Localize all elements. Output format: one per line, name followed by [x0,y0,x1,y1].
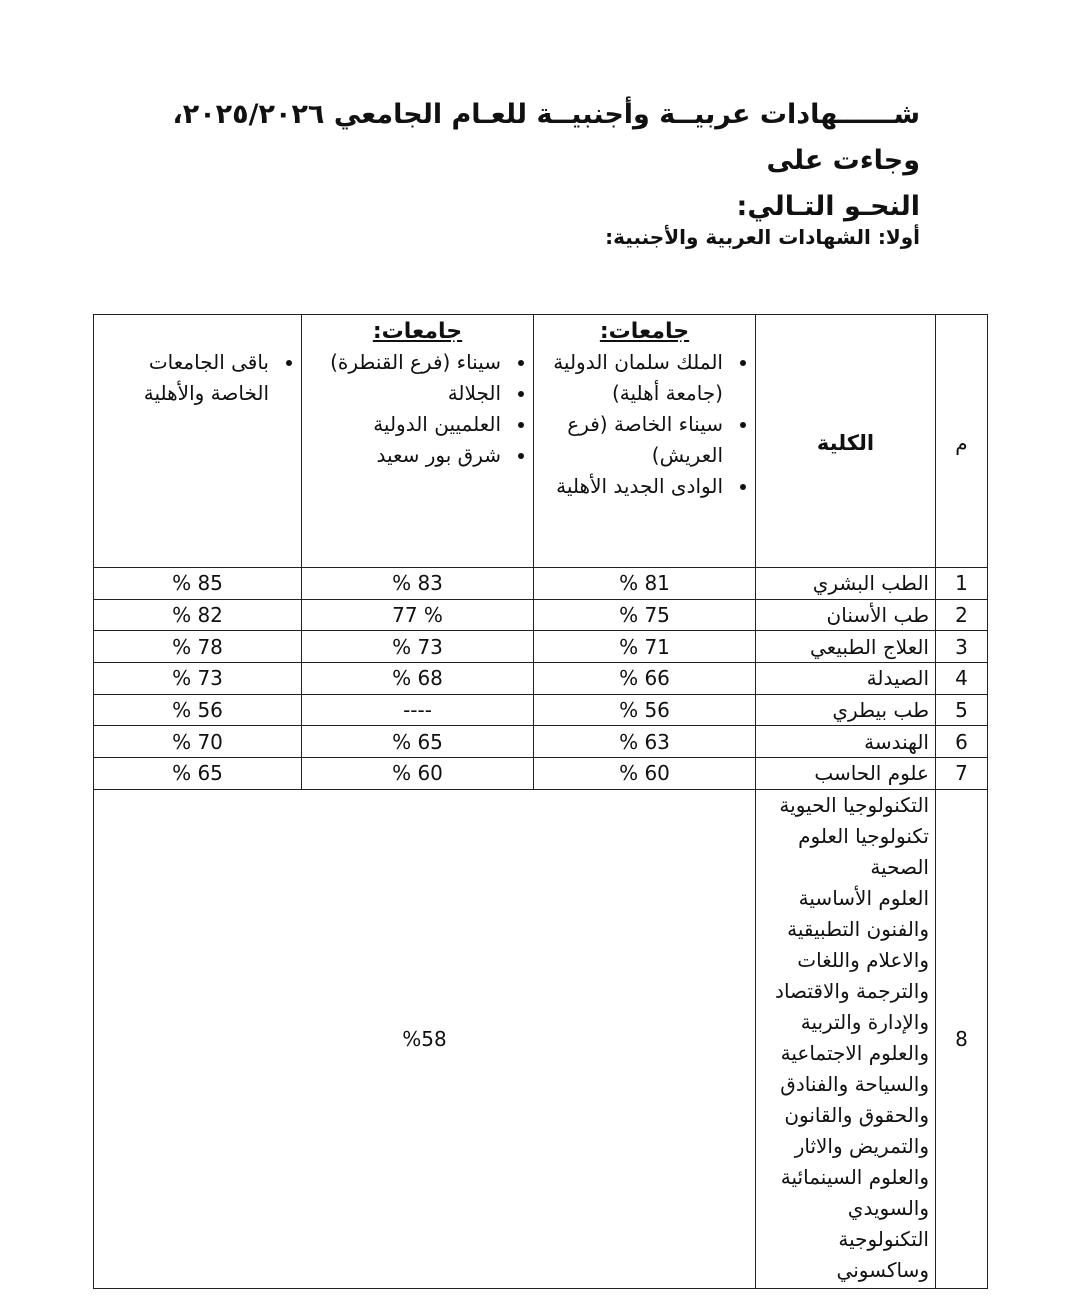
row-number: 1 [936,568,988,600]
admission-grades-table [93,314,988,1289]
university-item: • الملك سلمان الدولية (جامعة أهلية) [540,347,727,409]
row-grade-group-1: % 81 [534,568,756,600]
university-item: • سيناء (فرع القنطرة) [308,347,505,378]
row-faculty: طب الأسنان [756,599,936,631]
row-number: 2 [936,599,988,631]
faculty-line: تكنولوجيا العلوم [798,823,929,848]
university-item: • شرق بور سعيد [308,440,505,471]
faculty-line: والعلوم الاجتماعية [780,1040,929,1065]
university-item: • سيناء الخاصة (فرع العريش) [540,409,727,471]
row-faculty: الصيدلة [756,663,936,695]
row-grade-group-3: % 85 [94,568,302,600]
row-faculty: العلاج الطبيعي [756,631,936,663]
row-grade-group-3: % 73 [94,663,302,695]
faculty-line: التكنولوجية [838,1226,929,1251]
intro-line-1: شــــــهادات عربيــة وأجنبيــة للعـام الجامعي ٢٠٢٥/٢٠٢٦، وجاءت على [172,99,920,176]
table-row [94,631,988,663]
row-grade-group-1: % 75 [534,599,756,631]
header-number-label: م [955,431,968,455]
faculty-line: والحقوق والقانون [784,1102,929,1127]
merged-grade-value: %58 [402,1026,447,1051]
table-row [94,726,988,758]
university-item: • باقى الجامعات الخاصة والأهلية [100,347,273,409]
row-grade-group-1: % 66 [534,663,756,695]
header-faculty [756,315,936,568]
table-row-other-faculties [94,789,988,1288]
faculty-line: والإدارة والتربية [800,1009,929,1034]
row-number: 3 [936,631,988,663]
row-grade-group-2: % 60 [302,758,534,790]
group-3-university-list [100,347,295,409]
row-grade-group-2: % 68 [302,663,534,695]
row-grade-group-2: ---- [302,694,534,726]
university-item: • الوادى الجديد الأهلية [540,471,727,502]
group-1-university-list [540,347,749,502]
faculty-line: الصحية [870,854,929,879]
row-grade-group-3: % 65 [94,758,302,790]
faculty-line: وساكسوني [836,1257,929,1282]
group-1-title: جامعات: [599,319,690,344]
row-grade-group-2: % 73 [302,631,534,663]
table-row [94,694,988,726]
row-grade-all-groups [94,789,756,1288]
row-grade-group-1: % 56 [534,694,756,726]
faculty-line: العلوم الأساسية [798,885,929,910]
header-faculty-label: الكلية [816,431,875,455]
row-grade-group-3: % 56 [94,694,302,726]
table-row [94,663,988,695]
row-grade-group-1: % 71 [534,631,756,663]
faculty-line: والعلوم السينمائية [780,1164,929,1189]
row-number: 8 [936,789,988,1288]
table-header-row [94,315,988,568]
row-number: 7 [936,758,988,790]
row-number: 4 [936,663,988,695]
row-number: 6 [936,726,988,758]
header-group-2 [302,315,534,568]
row-grade-group-3: % 78 [94,631,302,663]
group-2-title: جامعات: [372,319,463,344]
header-group-3 [94,315,302,568]
row-grade-group-1: % 60 [534,758,756,790]
row-faculty: الطب البشري [756,568,936,600]
university-item: • الجلالة [308,378,505,409]
table-row [94,599,988,631]
intro-line-2: النحـو التـالي: [736,191,920,222]
header-group-1 [534,315,756,568]
row-faculty: علوم الحاسب [756,758,936,790]
row-grade-group-1: % 63 [534,726,756,758]
faculty-line: والفنون التطبيقية [787,916,929,941]
row-grade-group-2: 77 % [302,599,534,631]
section-heading: أولا: الشهادات العربية والأجنبية: [605,225,920,249]
faculty-line: والسياحة والفنادق [780,1071,929,1096]
table-row [94,758,988,790]
row-grade-group-2: % 65 [302,726,534,758]
table-row [94,568,988,600]
row-faculty: الهندسة [756,726,936,758]
faculty-line: والتمريض والاثار [794,1133,929,1158]
row-faculty: طب بيطري [756,694,936,726]
row-grade-group-3: % 70 [94,726,302,758]
header-number [936,315,988,568]
row-faculty-list [756,789,936,1288]
faculty-line: والترجمة والاقتصاد [775,978,929,1003]
row-grade-group-2: % 83 [302,568,534,600]
row-number: 5 [936,694,988,726]
faculty-line: والسويدي [847,1195,929,1220]
intro-paragraph [150,92,920,230]
group-2-university-list [308,347,527,471]
university-item: • العلميين الدولية [308,409,505,440]
faculty-line: والاعلام واللغات [797,947,929,972]
faculty-line: التكنولوجيا الحيوية [779,792,929,817]
row-grade-group-3: % 82 [94,599,302,631]
